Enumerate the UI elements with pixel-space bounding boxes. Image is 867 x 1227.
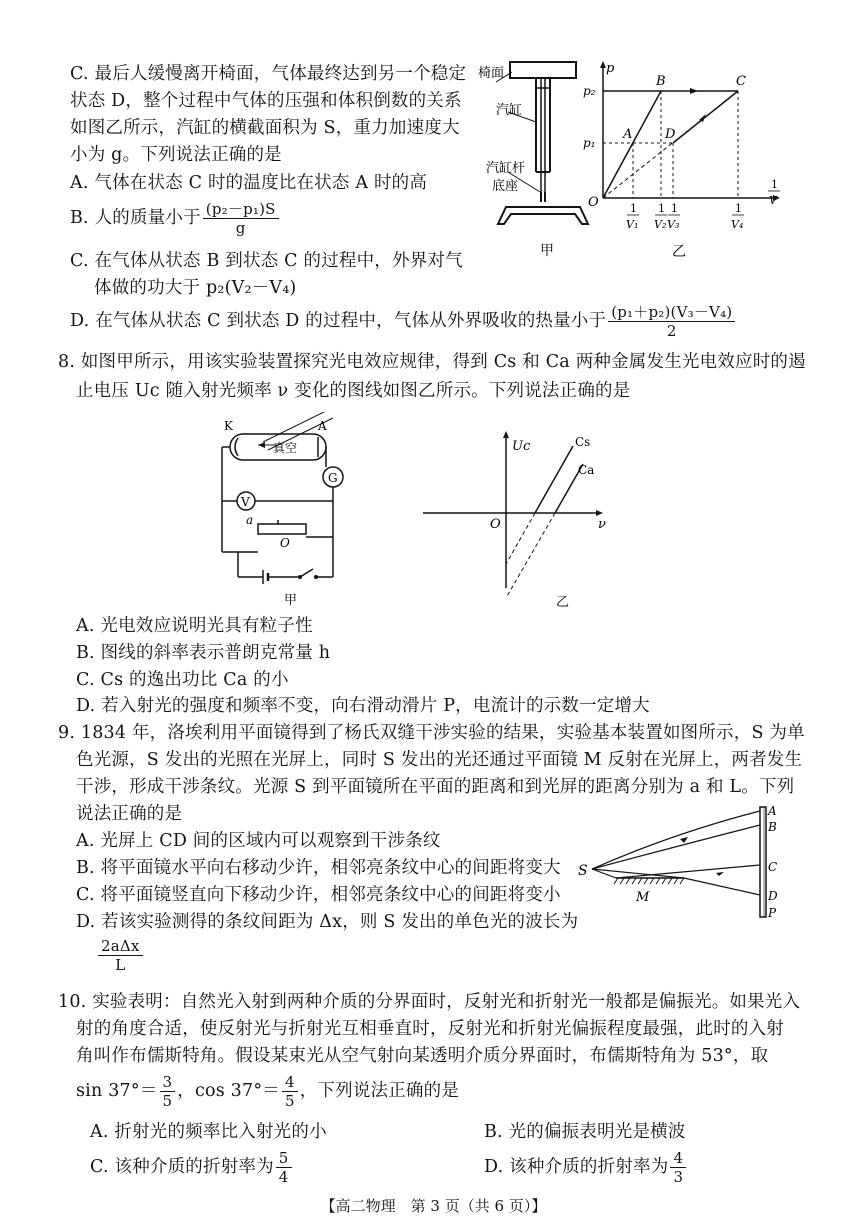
light-screen [760,807,766,917]
q10-line-3: 角叫作布儒斯特角。假设某束光从空气射向某透明介质分界面时，布儒斯特角为 53°，取 [76,1046,769,1066]
q10-option-a: A. 折射光的频率比入射光的小 [90,1122,327,1142]
page-footer: 【高二物理 第 3 页（共 6 页）】 [320,1197,547,1215]
q8-figure-uc-vs-frequency [418,428,613,608]
point-a: A [623,127,633,142]
label-screen-c: C [768,860,778,874]
label-s: S [578,863,588,879]
svg-text:1: 1 [658,202,665,215]
q9-option-a: A. 光屏上 CD 间的区域内可以观察到干涉条纹 [76,831,441,851]
q10-option-c: C. 该种介质的折射率为 $\frac{5}{4}$ [90,1148,294,1186]
x-axis-label: V [769,194,777,207]
label-a-anode: A [318,419,327,433]
label-m: M [636,890,650,905]
q9-option-d-fraction-wrap [96,937,145,974]
tick-p1: p₁ [583,136,596,150]
q9-option-b: B. 将平面镜水平向右移动少许，相邻亮条纹中心的间距将变大 [76,858,561,878]
line-cs [535,446,573,513]
svg-text:1: 1 [771,178,778,191]
tick-p2: p₂ [583,84,596,98]
label-screen-a: A [768,804,777,818]
label-v: V [241,495,250,509]
point-d: D [665,127,676,142]
label-vacuum: 真空 [273,441,298,455]
tick-v2: V₂ [654,218,667,231]
origin-o: O [588,195,599,210]
q9-option-d-fraction: $\frac{\text{2aΔx}}{L}$ [98,937,143,974]
q9-figure-lloyds-mirror [574,803,784,928]
q8-option-b: B. 图线的斜率表示普朗克常量 h [76,643,331,663]
q9-line-2: 色光源，S 发出的光照在光屏上，同时 S 发出的光还通过平面镜 M 反射在光屏上，两者发生 [76,750,803,770]
q9-option-c: C. 将平面镜竖直向下移动少许，相邻亮条纹中心的间距将变小 [76,885,561,905]
svg-text:1: 1 [735,202,742,215]
sin-fraction: $\frac{3}{5}$ [160,1073,176,1110]
q8-option-c: C. Cs 的逸出功比 Ca 的小 [76,670,289,690]
label-g: G [328,471,338,485]
caption-yi-8: 乙 [556,595,570,608]
point-c: C [736,74,746,89]
x-axis-nu: ν [598,517,606,532]
q7-figure-p-vs-inverse-v [578,58,788,268]
q7-option-c-line-1: C. 在气体从状态 B 到状态 C 的过程中，外界对气 [70,251,463,271]
q7-option-b-fraction: $\frac{\text{(p₂－p₁)S}}{g}$ [203,200,279,237]
q7-line-2: 状态 D，整个过程中气体的压强和体积倒数的关系 [70,91,462,111]
y-axis-uc: Uc [512,439,531,454]
q9-option-d: D. 若该实验测得的条纹间距为 Δx，则 S 发出的单色光的波长为 [76,912,579,932]
q10-option-d-fraction: $\frac{4}{3}$ [670,1149,686,1186]
q8-line-2: 止电压 Uc 随入射光频率 ν 变化的图线如图乙所示。下列说法正确的是 [76,381,631,401]
q7-line-4: 小为 g。下列说法正确的是 [70,145,282,165]
chair-seat [510,62,576,78]
q7-line-3: 如图乙所示，汽缸的横截面积为 S，重力加速度大 [70,118,460,138]
switch [300,569,313,577]
label-ca: Ca [578,463,595,477]
q8-option-a: A. 光电效应说明光具有粒子性 [76,616,313,636]
caption-jia-8: 甲 [284,593,298,607]
q10-line-2: 射的角度合适，使反射光与折射光互相垂直时，反射光和折射光偏振程度最强，此时的入射 [76,1019,784,1039]
q7-option-c-line-2: 体做的功大于 p₂(V₂－V₄) [94,278,297,298]
q7-line-1: C. 最后人缓慢离开椅面，气体最终达到另一个稳定 [70,64,467,84]
label-cs: Cs [575,435,591,449]
label-a-slider: a [246,513,254,527]
q10-option-c-fraction: $\frac{5}{4}$ [276,1149,292,1186]
caption-yi-7: 乙 [672,244,686,260]
svg-text:1: 1 [630,202,637,215]
line-ob [603,91,661,198]
q7-option-a: A. 气体在状态 C 时的温度比在状态 A 时的高 [70,173,428,193]
q9-line-4: 说法正确的是 [76,804,183,824]
q10-option-d: D. 该种介质的折射率为 $\frac{4}{3}$ [484,1148,688,1186]
label-screen-b: B [768,820,777,834]
label-seat: 椅面 [478,66,505,81]
q10-line-1: 10. 实验表明：自然光入射到两种介质的分界面时，反射光和折射光一般都是偏振光。如果光入 [58,992,801,1012]
label-rod: 汽缸杆 [486,161,526,176]
y-axis-label: p [606,61,615,76]
label-k: K [224,419,233,433]
caption-jia-7: 甲 [540,243,554,259]
origin-o-8: O [490,517,501,532]
tick-v4: V₄ [731,218,744,231]
rheostat [258,524,306,534]
label-screen-p: P [768,906,777,920]
q7-option-b: B. 人的质量小于 $\frac{\text{(p₂－p₁)S}}{g}$ [70,200,281,237]
svg-text:1: 1 [671,202,678,215]
q8-line-1: 8. 如图甲所示，用该实验装置探究光电效应规律，得到 Cs 和 Ca 两种金属发生光电效应时的遏 [58,352,806,372]
q8-option-d: D. 若入射光的强度和频率不变，向右滑动滑片 P，电流计的示数一定增大 [76,696,650,716]
line-cd [673,91,738,143]
chair-base [498,207,588,224]
point-b: B [656,74,666,89]
label-cylinder: 汽缸 [496,103,523,118]
q9-line-1: 9. 1834 年，洛埃利用平面镜得到了杨氏双缝干涉实验的结果，实验基本装置如图所示，S 为单 [58,723,805,743]
q7-option-d: D. 在气体从状态 C 到状态 D 的过程中，气体从外界吸收的热量小于 $\frac{\text{(p₁＋p₂)(V₃－V₄)}}{2}$ [70,303,737,340]
q7-option-d-fraction: $\frac{\text{(p₁＋p₂)(V₃－V₄)}}{2}$ [608,303,735,340]
label-base: 底座 [492,179,519,194]
tick-v3: V₃ [667,218,680,231]
q8-figure-circuit [218,412,358,607]
tick-v1: V₁ [626,218,639,231]
q9-line-3: 干涉，形成干涉条纹。光源 S 到平面镜所在平面的距离和到光屏的距离分别为 a 和 L。下列 [76,777,795,797]
q10-line-4: sin 37°＝ $\frac{3}{5}$ ，cos 37°＝ $\frac{4}{5}$ ，下列说法正确的是 [76,1073,460,1110]
label-screen-d: D [768,889,778,903]
label-o: O [280,536,290,550]
cos-fraction: $\frac{4}{5}$ [282,1073,298,1110]
q10-option-b: B. 光的偏振表明光是横波 [484,1122,686,1142]
